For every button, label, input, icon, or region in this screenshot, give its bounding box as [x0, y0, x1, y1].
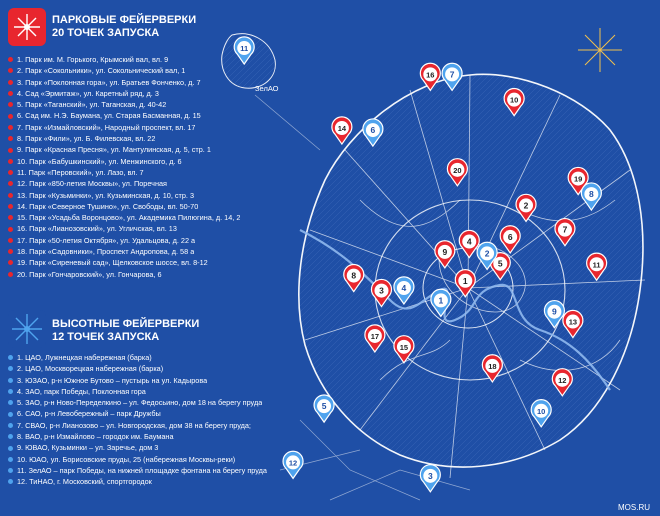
park-list-item: [8, 77, 240, 88]
highrise-list-text: 10. ЮАО, ул. Борисовские пруды, 25 (набережная Москвы-реки): [17, 454, 236, 464]
park-bullet-icon: [8, 68, 13, 73]
highrise-list-text: 11. ЗелАО – парк Победы, на нижней площадке фонтана на берегу пруда: [17, 465, 267, 475]
highrise-marker-label: 9: [552, 306, 557, 317]
park-list-text: 11. Парк «Перовский», ул. Лазо, вл. 7: [17, 167, 144, 177]
park-list-text: 3. Парк «Поклонная гора», ул. Братьев Фонченко, д. 7: [17, 77, 201, 87]
park-bullet-icon: [8, 57, 13, 62]
park-marker-label: 2: [523, 200, 529, 211]
park-list-item: [8, 133, 240, 144]
highrise-marker-label: 1: [438, 295, 444, 306]
highrise-list-item: [8, 442, 267, 453]
park-marker-label: 6: [507, 231, 513, 242]
highrise-list-text: 8. ВАО, р-н Измайлово – городок им. Баумана: [17, 432, 174, 442]
highrise-legend-list: [8, 352, 267, 488]
highrise-marker-label: 8: [588, 189, 594, 200]
park-bullet-icon: [8, 204, 13, 209]
park-bullet-icon: [8, 159, 13, 164]
highrise-list-text: 1. ЦАО, Лужнецкая набережная (барка): [17, 353, 152, 362]
park-list-item: [8, 190, 240, 201]
park-list-item: [8, 257, 240, 268]
park-list-text: 9. Парк «Красная Пресня», ул. Мантулинская, д. 5, стр. 1: [17, 145, 211, 155]
highrise-list-item: [8, 397, 267, 408]
highrise-list-item: [8, 420, 267, 431]
park-list-text: 10. Парк «Бабушкинский», ул. Менжинского, д. 6: [17, 156, 182, 166]
highrise-bullet-icon: [8, 423, 13, 428]
highrise-bullet-icon: [8, 412, 13, 417]
highrise-bullet-icon: [8, 468, 13, 473]
park-bullet-icon: [8, 102, 13, 107]
park-list-item: [8, 223, 240, 234]
park-list-item: [8, 88, 240, 99]
park-list-item: [8, 235, 240, 246]
highrise-list-item: [8, 363, 267, 374]
highrise-list-text: 3. ЮЗАО, р-н Южное Бутово – пустырь на ул. Кадырова: [17, 375, 208, 385]
highrise-marker-label: 2: [484, 248, 490, 259]
park-list-item: [8, 178, 240, 189]
park-marker-label: 11: [592, 260, 601, 270]
firework-park-icon: [8, 8, 46, 46]
highrise-list-item: [8, 431, 267, 442]
firework-burst-icon: [8, 310, 46, 348]
highrise-list-item: [8, 375, 267, 386]
park-bullet-icon: [8, 227, 13, 232]
park-section-title: [52, 14, 196, 40]
park-bullet-icon: [8, 91, 13, 96]
park-bullet-icon: [8, 114, 13, 119]
park-title-line1: ПАРКОВЫЕ ФЕЙЕРВЕРКИ: [52, 14, 197, 26]
park-bullet-icon: [8, 170, 13, 175]
park-bullet-icon: [8, 80, 13, 85]
park-list-text: 4. Сад «Эрмитаж», ул. Каретный ряд, д. 3: [17, 88, 159, 98]
park-bullet-icon: [8, 136, 13, 141]
park-bullet-icon: [8, 249, 13, 254]
highrise-marker-label: 10: [537, 406, 546, 416]
highrise-section-title: [52, 318, 199, 344]
highrise-list-item: [8, 408, 267, 419]
park-list-item: [8, 269, 240, 280]
highrise-marker-label: 12: [288, 458, 298, 468]
highrise-bullet-icon: [8, 389, 13, 394]
highrise-bullet-icon: [8, 457, 13, 462]
highrise-title-line1: ВЫСОТНЫЕ ФЕЙЕРВЕРКИ: [52, 318, 200, 330]
park-marker-label: 3: [379, 285, 384, 296]
park-list-text: 17. Парк «50-летия Октября», ул. Удальцова, д. 22 а: [17, 235, 196, 245]
park-list-text: 16. Парк «Лианозовский», ул. Угличская, вл. 13: [17, 224, 177, 234]
firework-star-icon: [8, 8, 46, 46]
highrise-list-item: [8, 352, 267, 363]
park-bullet-icon: [8, 272, 13, 277]
zelao-label: ЗелАО: [255, 84, 279, 93]
park-marker-label: 14: [337, 124, 347, 134]
park-marker-label: 7: [562, 224, 568, 235]
park-title-line2: 20 ТОЧЕК ЗАПУСКА: [52, 27, 160, 39]
park-list-text: 15. Парк «Усадьба Воронцово», ул. Академика Пилюгина, д. 14, 2: [17, 213, 241, 223]
highrise-marker-label: 5: [321, 401, 327, 412]
park-list-text: 20. Парк «Гончаровский», ул. Гончарова, 6: [17, 269, 162, 279]
highrise-list-text: 9. ЮВАО, Кузьминки – ул. Заречье, дом 3: [17, 443, 159, 453]
park-marker-label: 1: [462, 275, 468, 286]
highrise-bullet-icon: [8, 378, 13, 383]
source-credit: MOS.RU: [618, 503, 650, 512]
park-marker-label: 17: [370, 331, 380, 341]
park-bullet-icon: [8, 238, 13, 243]
highrise-marker-label: 4: [401, 282, 407, 293]
park-marker-label: 10: [509, 95, 519, 105]
park-list-item: [8, 246, 240, 257]
park-list-text: 8. Парк «Фили», ул. Б. Филевская, вл. 22: [17, 134, 156, 144]
firework-highrise-icon: [8, 310, 46, 348]
park-list-item: [8, 201, 240, 212]
park-marker-label: 16: [426, 70, 435, 80]
park-marker-label: 4: [466, 236, 472, 247]
park-list-item: [8, 65, 240, 76]
highrise-list-text: 4. ЗАО, парк Победы, Поклонная гора: [17, 386, 146, 396]
highrise-bullet-icon: [8, 355, 13, 360]
park-list-text: 14. Парк «Северное Тушино», ул. Свободы, вл. 50-70: [17, 201, 199, 211]
park-marker-label: 19: [573, 174, 583, 184]
highrise-title-line2: 12 ТОЧЕК ЗАПУСКА: [52, 331, 160, 343]
park-bullet-icon: [8, 260, 13, 265]
park-bullet-icon: [8, 215, 13, 220]
highrise-list-text: 7. СВАО, р-н Лианозово – ул. Новгородская, дом 38 на берегу пруда;: [17, 420, 251, 430]
park-bullet-icon: [8, 193, 13, 198]
park-list-item: [8, 212, 240, 223]
park-list-text: 13. Парк «Кузьминки», ул. Кузьминская, д. 10, стр. 3: [17, 190, 195, 200]
highrise-list-text: 5. ЗАО, р-н Ново-Переделкино – ул. Федосьино, дом 18 на берегу пруда: [17, 398, 263, 408]
park-list-item: [8, 99, 240, 110]
park-list-item: [8, 144, 240, 155]
park-bullet-icon: [8, 181, 13, 186]
highrise-list-text: 12. ТиНАО, г. Московский, спортгородок: [17, 477, 152, 487]
highrise-list-item: [8, 386, 267, 397]
highrise-list-item: [8, 465, 267, 476]
park-list-text: 7. Парк «Измайловский», Народный проспект, вл. 17: [17, 122, 196, 132]
park-marker-label: 20: [453, 165, 462, 175]
park-list-text: 2. Парк «Сокольники», ул. Сокольнический вал, 1: [17, 66, 186, 76]
highrise-bullet-icon: [8, 366, 13, 371]
highrise-list-item: [8, 476, 267, 487]
park-list-item: [8, 110, 240, 121]
highrise-bullet-icon: [8, 479, 13, 484]
park-list-item: [8, 156, 240, 167]
highrise-bullet-icon: [8, 446, 13, 451]
highrise-bullet-icon: [8, 434, 13, 439]
park-list-item: [8, 122, 240, 133]
park-marker-label: 15: [399, 342, 409, 352]
park-list-text: 6. Сад им. Н.Э. Баумана, ул. Старая Басманная, д. 15: [17, 111, 201, 121]
park-marker-label: 13: [568, 317, 578, 327]
park-legend-list: [8, 54, 240, 280]
highrise-list-text: 6. САО, р-н Левобережный – парк Дружбы: [17, 409, 161, 419]
park-bullet-icon: [8, 148, 13, 153]
park-marker-label: 8: [351, 270, 357, 281]
park-marker-label: 12: [558, 375, 567, 385]
highrise-bullet-icon: [8, 400, 13, 405]
highrise-marker-label: 3: [427, 470, 433, 481]
park-list-text: 5. Парк «Таганский», ул. Таганская, д. 40-42: [17, 100, 167, 110]
park-marker-label: 18: [488, 361, 497, 371]
highrise-marker-label: 6: [370, 125, 376, 136]
park-list-text: 1. Парк им. М. Горького, Крымский вал, вл. 9: [17, 55, 169, 64]
park-list-text: 12. Парк «850-летия Москвы», ул. Поречная: [17, 179, 167, 189]
park-list-text: 19. Парк «Сиреневый сад», Щелковское шоссе, вл. 8-12: [17, 258, 208, 268]
park-marker-label: 9: [442, 246, 448, 257]
park-list-item: [8, 54, 240, 65]
highrise-list-text: 2. ЦАО, Москворецкая набережная (барка): [17, 364, 164, 374]
highrise-list-item: [8, 454, 267, 465]
park-list-text: 18. Парк «Садовники», Проспект Андропова, д. 58 а: [17, 247, 195, 257]
park-bullet-icon: [8, 125, 13, 130]
park-list-item: [8, 167, 240, 178]
highrise-marker-label: 11: [240, 44, 249, 54]
highrise-marker-label: 7: [449, 69, 455, 80]
park-marker-label: 5: [497, 258, 503, 269]
